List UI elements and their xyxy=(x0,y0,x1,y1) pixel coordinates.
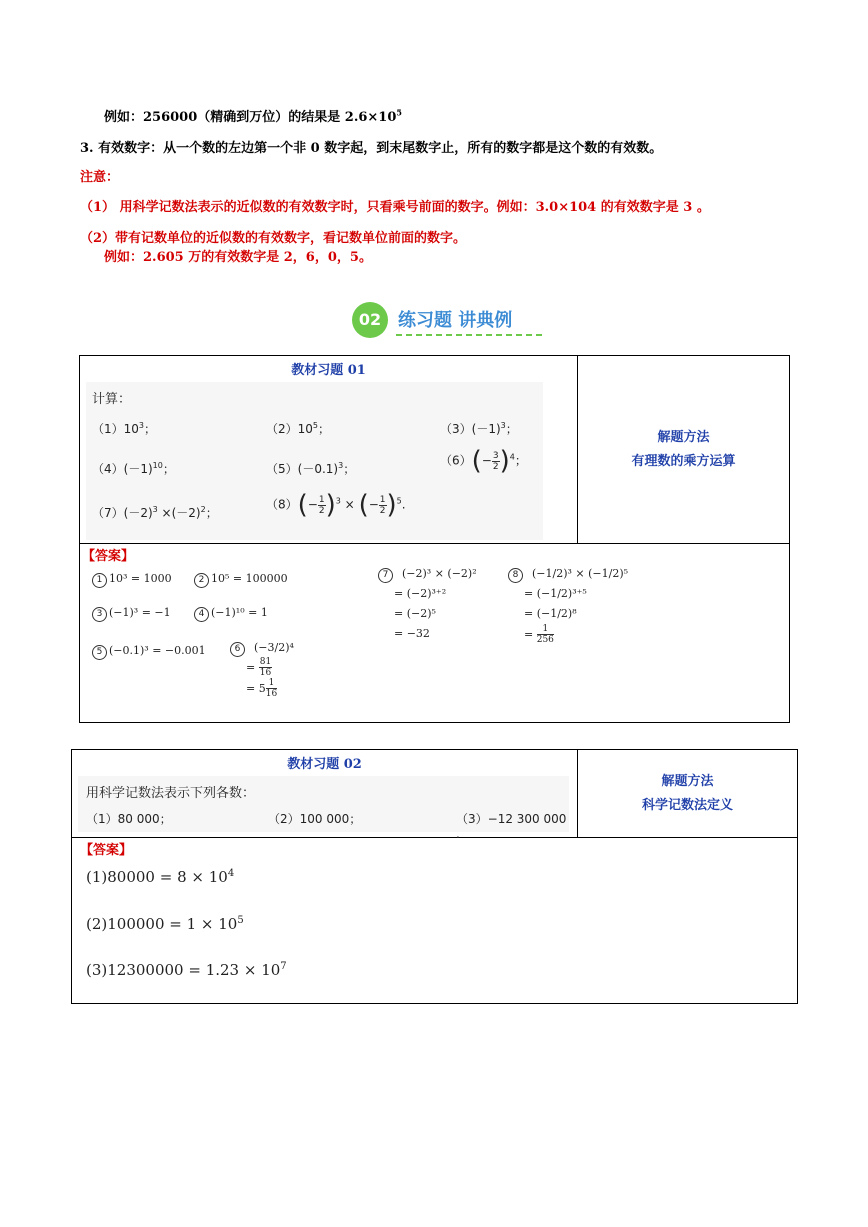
problem-1-answer xyxy=(80,544,789,722)
circle-2: 2 xyxy=(194,573,209,588)
circle-6: 6 xyxy=(230,642,245,657)
item-7-sep: ； xyxy=(205,506,218,520)
item-8: （8）(− $\frac{1}{2}$ )$^3$ × (− $\frac{1}{2}$ )$^5$. xyxy=(266,490,406,520)
item-8-paren-open-2: ( xyxy=(358,490,369,520)
problem-2-answer-3 xyxy=(86,961,287,979)
method-title: 解题方法 xyxy=(657,429,710,445)
item-8-num-1: 1 xyxy=(318,494,325,505)
answer-6-fraction xyxy=(259,657,272,678)
item-6-paren-close: ) xyxy=(499,446,510,476)
problem-1-box xyxy=(79,355,790,723)
circle-3: 3 xyxy=(92,607,107,622)
answer-1-text: (1)80000 = 8 × 10 xyxy=(86,868,228,886)
item-8-fraction-2 xyxy=(379,495,387,516)
answer-3-text: (−1)³ = −1 xyxy=(109,606,171,619)
method-name: 科学记数法定义 xyxy=(641,797,733,813)
problem-2-answer xyxy=(72,838,797,1003)
item-8-num-2: 1 xyxy=(379,494,386,505)
answer-3-text: (3)12300000 = 1.23 × 10 xyxy=(86,961,281,979)
item-1-sep: ； xyxy=(144,422,157,436)
item-6-num: 3 xyxy=(492,450,499,461)
example-line xyxy=(104,106,402,125)
item-8-den-1: 2 xyxy=(318,505,325,516)
circle-1: 1 xyxy=(92,573,107,588)
answer-2-text: (2)100000 = 1 × 10 xyxy=(86,915,238,933)
item-6-sep: ； xyxy=(514,453,527,468)
note-2: （2）带有记数单位的近似数的有效数字，看记数单位前面的数字。 xyxy=(80,231,467,246)
item-7-exp: 3 xyxy=(152,505,158,514)
item-2-sep: ； xyxy=(318,422,331,436)
example-text: 例如：256000（精确到万位）的结果是 2.6×10 xyxy=(104,110,397,125)
item-3-exp: 3 xyxy=(500,421,506,430)
problem-2-prompt: 用科学记数法表示下列各数： xyxy=(86,786,256,801)
item-3 xyxy=(440,420,518,437)
answer-8-line-3: = (−1/2)⁸ xyxy=(524,607,577,620)
item-2-exp: 5 xyxy=(312,421,318,430)
item-6-paren-open: ( xyxy=(471,446,482,476)
answer-6-line-3: = 5 xyxy=(246,681,266,695)
item-6-den: 2 xyxy=(492,461,499,472)
answer-7 xyxy=(378,564,477,644)
answer-8-line-2: = (−1/2)³⁺⁵ xyxy=(524,587,587,600)
answer-6-line-1: (−3/2)⁴ xyxy=(254,641,294,654)
answer-6-mixed-fraction xyxy=(266,678,277,699)
item-1 xyxy=(92,420,156,437)
item-4-text: （4）(－1) xyxy=(92,462,153,476)
problem-2-title: 教材习题 02 xyxy=(287,757,362,772)
answer-7-line-1: (−2)³ × (−2)² xyxy=(402,567,477,580)
answer-1-exp: 4 xyxy=(227,868,235,879)
item-5-sep: ； xyxy=(343,462,356,476)
circle-5: 5 xyxy=(92,645,107,660)
item-7-mid: ×(－2) xyxy=(157,506,201,520)
item-8-exp: 3 xyxy=(335,496,341,506)
problem-2-q3: （3）−12 300 000 . xyxy=(456,812,567,841)
answer-6-mixed-den: 16 xyxy=(265,689,278,699)
problem-1-question xyxy=(86,382,543,540)
item-8-sep: . xyxy=(401,497,406,512)
item-8-paren-open: ( xyxy=(297,490,308,520)
problem-2-answer-1 xyxy=(86,868,234,886)
answer-6-num: 81 xyxy=(259,657,272,667)
answer-8-line-1: (−1/2)³ × (−1/2)⁵ xyxy=(532,567,629,580)
problem-2-box xyxy=(71,749,798,1004)
circle-4: 4 xyxy=(194,607,209,622)
method-title: 解题方法 xyxy=(661,773,714,789)
item-2-text: （2）10 xyxy=(266,422,313,436)
answer-2-text: 10⁵ = 100000 xyxy=(211,572,288,585)
answer-6: 6 (−3/2)⁴ = $\frac{81}{16}$ = 5 $\frac{1}{16}$ xyxy=(230,640,294,699)
item-8-fraction-1 xyxy=(318,495,326,516)
answer-8-num: 1 xyxy=(537,624,554,635)
item-8-paren-close-2: ) xyxy=(386,490,397,520)
item-6-exp: 4 xyxy=(509,452,515,462)
answer-7-line-2: = (−2)³⁺² xyxy=(394,587,447,600)
answer-3 xyxy=(92,606,171,622)
item-8-paren-close: ) xyxy=(325,490,336,520)
item-4 xyxy=(92,460,175,477)
item-8-exp2: 5 xyxy=(396,496,402,506)
problem-1-prompt: 计算： xyxy=(92,392,132,407)
answer-8-fraction xyxy=(537,624,554,645)
item-6: （6）(− $\frac{3}{2}$ )$^4$； xyxy=(440,446,527,476)
note-label: 注意： xyxy=(80,170,120,185)
circle-8: 8 xyxy=(508,568,523,583)
item-4-exp: 10 xyxy=(152,461,163,470)
problem-1-method xyxy=(578,426,789,474)
note-1: （1） 用科学记数法表示的近似数的有效数字时，只看乘号前面的数字。例如：3.0×104 的有效数字是 3 。 xyxy=(80,200,710,215)
item-5 xyxy=(266,460,355,477)
item-8-times: × xyxy=(344,497,355,512)
section-divider xyxy=(396,334,542,336)
answer-4-text: (−1)¹⁰ = 1 xyxy=(211,606,268,619)
circle-7: 7 xyxy=(378,568,393,583)
problem-2-answer-2 xyxy=(86,915,244,933)
item-1-text: （1）10 xyxy=(92,422,139,436)
point-3: 3. 有效数字：从一个数的左边第一个非 0 数字起，到末尾数字止，所有的数字都是这个数的有效数。 xyxy=(80,141,663,156)
example-exponent: 5 xyxy=(396,107,402,118)
answer-1-text: 10³ = 1000 xyxy=(109,572,172,585)
item-3-text: （3）(－1) xyxy=(440,422,501,436)
answer-7-line-4: = −32 xyxy=(394,627,430,640)
item-1-exp: 3 xyxy=(138,421,144,430)
problem-2-question xyxy=(78,776,569,841)
section-title: 练习题 讲典例 xyxy=(398,310,513,331)
note-2-example: 例如：2.605 万的有效数字是 2，6，0，5。 xyxy=(104,250,372,265)
item-8-den-2: 2 xyxy=(379,505,386,516)
item-7 xyxy=(92,504,218,521)
method-name: 有理数的乘方运算 xyxy=(631,453,736,469)
item-7-exp2: 2 xyxy=(200,505,206,514)
answer-label: 【答案】 xyxy=(82,549,135,564)
section-badge: 02 xyxy=(352,302,388,338)
answer-3-exp: 7 xyxy=(280,961,287,972)
problem-2-method xyxy=(578,770,797,818)
answer-label: 【答案】 xyxy=(80,843,133,858)
answer-6-mixed-num: 1 xyxy=(266,678,277,689)
answer-2-exp: 5 xyxy=(237,915,244,926)
item-4-sep: ； xyxy=(162,462,175,476)
problem-2-q2: （2）100 000； xyxy=(268,812,362,826)
answer-5 xyxy=(92,644,206,660)
answer-2 xyxy=(194,572,288,588)
problem-2-q1: （1）80 000； xyxy=(86,812,172,826)
item-6-fraction xyxy=(492,451,500,472)
answer-5-text: (−0.1)³ = −0.001 xyxy=(109,644,206,657)
item-8-text: （8） xyxy=(266,497,298,512)
problem-1-title: 教材习题 01 xyxy=(291,363,366,378)
item-6-text: （6） xyxy=(440,453,472,468)
answer-7-line-3: = (−2)⁵ xyxy=(394,607,436,620)
item-7-text: （7）(－2) xyxy=(92,506,153,520)
item-5-text: （5）(－0.1) xyxy=(266,462,339,476)
item-5-exp: 3 xyxy=(338,461,344,470)
answer-8-den: 256 xyxy=(536,635,554,645)
answer-1 xyxy=(92,572,172,588)
answer-6-den: 16 xyxy=(259,668,272,678)
answer-8: 8 (−1/2)³ × (−1/2)⁵ = (−1/2)³⁺⁵ = (−1/2)⁸ = $\frac{1}{256}$ xyxy=(508,564,628,645)
answer-4 xyxy=(194,606,268,622)
item-2 xyxy=(266,420,330,437)
section-header xyxy=(352,300,552,340)
item-3-sep: ； xyxy=(505,422,518,436)
